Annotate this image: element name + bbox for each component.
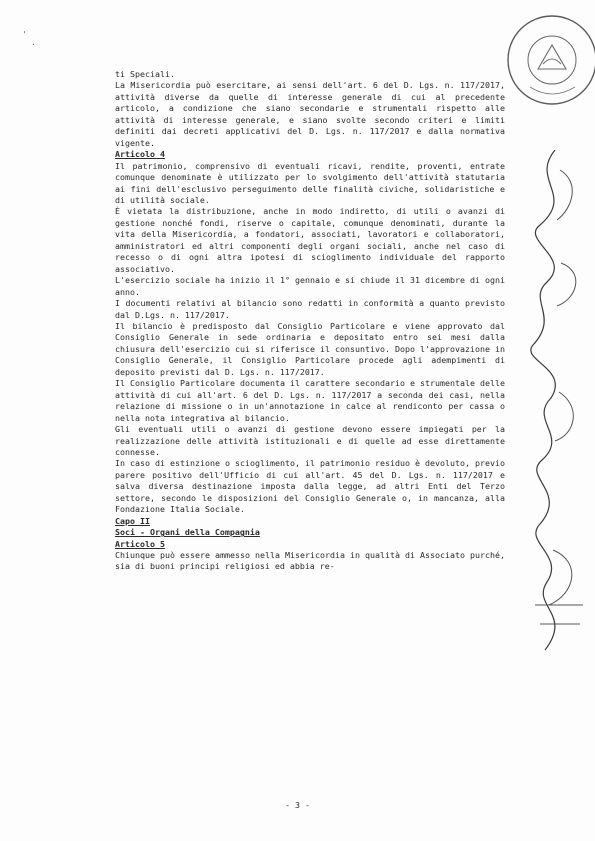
body-paragraph: In caso di estinzione o scioglimento, il patrimonio residuo è devoluto, previo parere positivo dell'Ufficio di cui all'art. 45 del D. Lgs. n. 117/2017 e salva diversa destinazione imposta dalla legge, ad altri Enti del Terzo settore, secondo le disposizioni del Consiglio Generale o, in mancanza, alla Fondazione Italia Sociale.: [115, 458, 505, 515]
notary-stamp: [500, 8, 595, 113]
section-heading: Articolo 5: [115, 538, 165, 549]
body-paragraph: I documenti relativi al bilancio sono redatti in conformità a quanto previsto dal D.Lgs. n. 117/2017.: [115, 298, 505, 320]
body-paragraph: Il bilancio è predisposto dal Consiglio Particolare e viene approvato dal Consiglio Generale in sede ordinaria e depositato entro sei mesi dalla chiusura dell'esercizio cui si riferisce il consuntivo. Dopo l'approvazione in Consiglio Generale, il Consiglio Particolare procede agli adempimenti di deposito previsti dal D. Lgs. n. 117/2017.: [115, 320, 505, 377]
section-heading: Soci - Organi della Compagnia: [115, 527, 260, 538]
body-paragraph: Il patrimonio, comprensivo di eventuali ricavi, rendite, proventi, entrate comunque denominate è utilizzato per lo svolgimento dell'attività statutaria ai fini dell'esclusivo perseguimento delle finalità civiche, solidaristiche e di utilità sociale.: [115, 160, 505, 205]
body-paragraph: ti Speciali.: [115, 69, 175, 79]
document-body: [115, 69, 505, 573]
section-heading: Capo II: [115, 515, 150, 526]
handwritten-signature: [515, 150, 595, 670]
section-heading: Articolo 4: [115, 149, 165, 160]
body-paragraph: È vietata la distribuzione, anche in modo indiretto, di utili o avanzi di gestione nonché fondi, riserve o capitale, comunque denominati, durante la vita della Misericordia, a fondatori, associati, lavoratori e collaboratori, amministratori ed altri componenti degli organi sociali, anche nel caso di recesso o di ogni altra ipotesi di scioglimento individuale del rapporto associativo.: [115, 206, 505, 274]
scan-mark-bottom: .: [31, 38, 36, 47]
body-paragraph: Il Consiglio Particolare documenta il carattere secondario e strumentale delle attività di cui all'art. 6 del D. Lgs. n. 117/2017 a seconda dei casi, nella relazione di missione o in un'annotazione in calce al rendiconto per cassa o nella nota integrativa al bilancio.: [115, 378, 505, 423]
page-number: - 3 -: [285, 800, 310, 810]
body-paragraph: Chiunque può essere ammesso nella Misericordia in qualità di Associato purché, sia di buoni principi religiosi ed abbia re-: [115, 550, 505, 572]
body-paragraph: L'esercizio sociale ha inizio il 1° gennaio e si chiude il 31 dicembre di ogni anno.: [115, 275, 505, 297]
body-paragraph: Gli eventuali utili o avanzi di gestione devono essere impiegati per la realizzazione delle attività istituzionali e di quelle ad esse direttamente connesse.: [115, 424, 505, 457]
scan-mark-top: ': [22, 30, 27, 39]
body-paragraph: La Misericordia può esercitare, ai sensi dell'art. 6 del D. Lgs. n. 117/2017, attività diverse da quelle di interesse generale di cui al precedente articolo, a condizione che siano secondarie e strumentali rispetto alle attività di interesse generale, e siano svolte secondo criteri e limiti definiti dai decreti applicativi del D. Lgs. n. 117/2017 e dalla normativa vigente.: [115, 80, 505, 148]
